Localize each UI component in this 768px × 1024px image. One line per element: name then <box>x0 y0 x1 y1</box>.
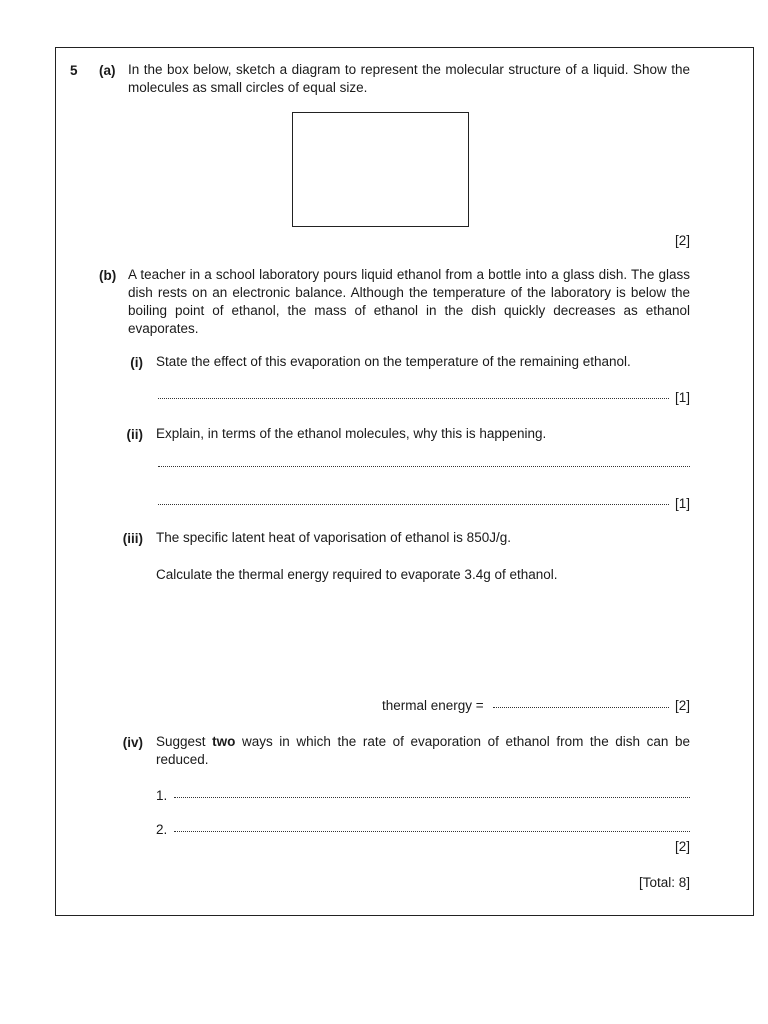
part-b-i-text: State the effect of this evaporation on the temperature of the remaining ethanol. <box>156 354 631 369</box>
thermal-energy-label: thermal energy = <box>382 698 484 713</box>
part-a-marks: [2] <box>674 233 690 248</box>
part-b-i-marks: [1] <box>674 390 690 405</box>
answer-item-2-number: 2. <box>156 822 168 837</box>
answer-line-ii-2[interactable] <box>158 503 669 505</box>
part-b-i-label: (i) <box>130 355 143 370</box>
part-a-text: In the box below, sketch a diagram to represent the molecular structure of a liquid. Show the molecules as small circles of equal size. <box>128 62 690 95</box>
answer-line-ii-1[interactable] <box>158 465 690 467</box>
part-b-label: (b) <box>99 268 117 283</box>
answer-item-1-number: 1. <box>156 788 168 803</box>
part-b-iv-marks: [2] <box>674 839 690 854</box>
part-b-ii-label: (ii) <box>126 427 143 442</box>
sketch-answer-box[interactable] <box>292 112 469 227</box>
part-a-label: (a) <box>99 63 116 78</box>
part-b-iii-text: The specific latent heat of vaporisation of ethanol is 850J/g. <box>156 530 511 545</box>
question-number: 5 <box>70 63 78 78</box>
part-b-ii-marks: [1] <box>674 496 690 511</box>
part-b-iii-marks: [2] <box>674 698 690 713</box>
part-b-iv-text: Suggest two ways in which the rate of evaporation of ethanol from the dish can be reduced. <box>156 734 690 767</box>
part-b-iv-label: (iv) <box>122 735 143 750</box>
part-b-iii-text2: Calculate the thermal energy required to evaporate 3.4g of ethanol. <box>156 567 558 582</box>
part-b-text: A teacher in a school laboratory pours liquid ethanol from a bottle into a glass dish. The glass dish rests on an electronic balance. Although the temperature of the laboratory is below the boiling point of ethanol, the mass of ethanol in the dish quickly decreases as ethanol evaporates. <box>128 267 690 336</box>
part-b-ii-text: Explain, in terms of the ethanol molecules, why this is happening. <box>156 426 547 441</box>
answer-line-i[interactable] <box>158 397 669 399</box>
part-b-iii-label: (iii) <box>122 531 143 546</box>
answer-line-iv-1[interactable] <box>174 796 690 798</box>
answer-line-iv-2[interactable] <box>174 830 690 832</box>
total-marks: [Total: 8] <box>638 875 690 890</box>
